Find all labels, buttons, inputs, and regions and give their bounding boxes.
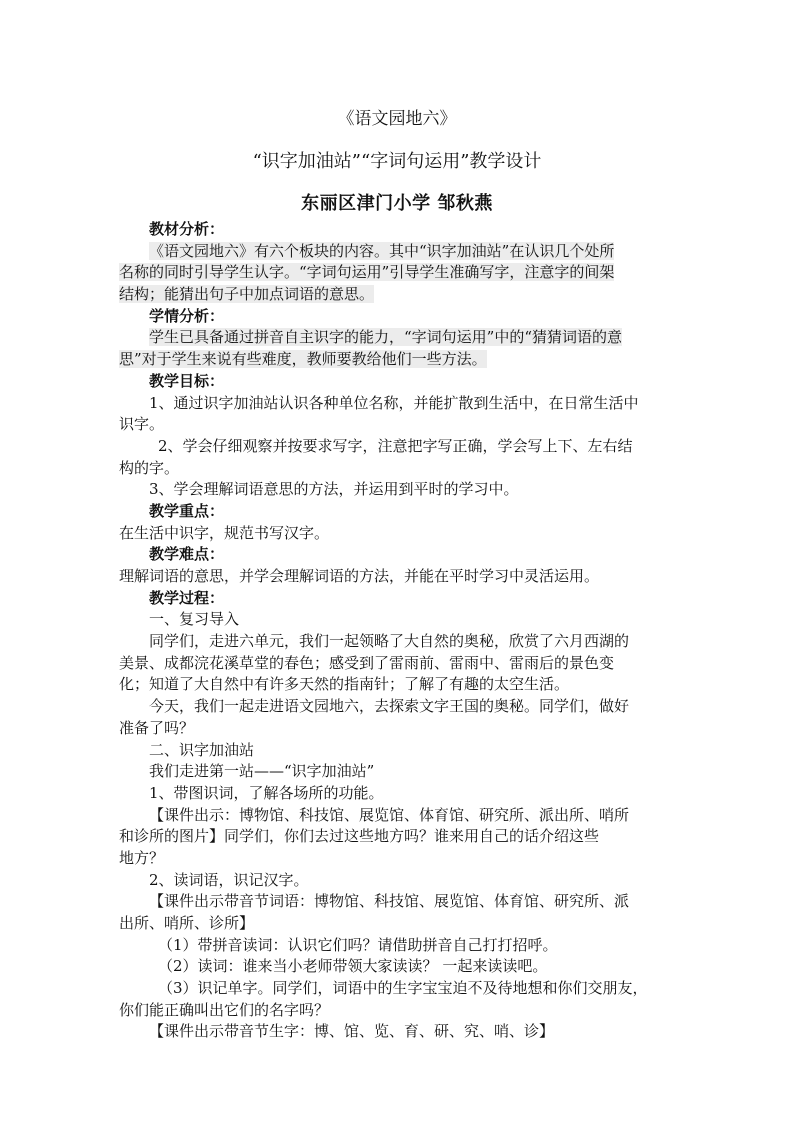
paragraph-line — [119, 284, 679, 306]
section-heading-teaching-process: 教学过程： — [149, 588, 225, 607]
paragraph-line: 理解词语的意思，并学会理解词语的方法，并能在平时学习中灵活运用。 — [119, 567, 600, 585]
paragraph-line: 在生活中识字，规范书写汉字。 — [119, 523, 330, 542]
section-heading-teaching-objectives: 教学目标： — [149, 371, 225, 390]
paragraph-line: 【课件出示带音节词语：博物馆、科技馆、展览馆、体育馆、研究所、派 — [149, 892, 630, 911]
paragraph-line: 美景、成都浣花溪草堂的春色；感受到了雷雨前、雷雨中、雷雨后的景色变 — [119, 653, 615, 672]
paragraph-line: 构的字。 — [119, 458, 180, 477]
paragraph-line: 化；知道了大自然中有许多天然的指南针；了解了有趣的太空生活。 — [119, 675, 570, 694]
section-heading-student-analysis: 学情分析： — [149, 306, 225, 325]
highlighted-text: 《语文园地六》有六个板块的内容。其中“识字加油站”在认识几个处所 — [149, 241, 615, 260]
paragraph-line: 我们走进第一站——“识字加油站” — [149, 762, 375, 781]
document-body — [119, 219, 679, 1043]
document-title: 《语文园地六》 — [337, 109, 457, 129]
paragraph-line: 今天，我们一起走进语文园地六，去探索文字王国的奥秘。同学们，做好 — [149, 697, 630, 716]
paragraph-line: （3）识记单字。同学们，词语中的生字宝宝迫不及待地想和你们交朋友， — [158, 979, 648, 998]
document-subtitle: “识字加油站”“字词句运用”教学设计 — [252, 151, 542, 172]
section-heading-material-analysis: 教材分析： — [149, 220, 225, 238]
paragraph-line — [119, 349, 679, 371]
paragraph-line: 和诊所的图片】同学们，你们去过这些地方吗？谁来用自己的话介绍这些 — [119, 827, 600, 846]
paragraph-line: 准备了吗？ — [119, 718, 195, 737]
highlighted-text: 思”对于学生来说有些难度，教师要教给他们一些方法。 — [119, 350, 487, 369]
paragraph-line: （2）读词：谁来当小老师带领大家读读？ 一起来读读吧。 — [158, 957, 548, 976]
paragraph-line: 2、读词语，识记汉字。 — [149, 870, 309, 889]
author-line: 东丽区津门小学 邹秋燕 — [301, 193, 493, 214]
paragraph-line: 3、学会理解词语意思的方法，并运用到平时的学习中。 — [149, 480, 519, 499]
subsection-heading: 一、复习导入 — [149, 610, 240, 629]
paragraph-line: 你们能正确叫出它们的名字吗？ — [119, 1000, 330, 1019]
paragraph-line: （1）带拼音读词：认识它们吗？请借助拼音自己打打招呼。 — [158, 935, 558, 954]
paragraph-line: 识字。 — [119, 415, 165, 434]
paragraph-line: 2、学会仔细观察并按要求写字，注意把字写正确，学会写上下、左右结 — [158, 436, 633, 455]
paragraph-line: 地方？ — [119, 848, 165, 867]
subsection-heading: 二、识字加油站 — [149, 740, 255, 759]
paragraph-line: 同学们，走进六单元，我们一起领略了大自然的奥秘，欣赏了六月西湖的 — [149, 632, 630, 651]
paragraph-line: 【课件出示：博物馆、科技馆、展览馆、体育馆、研究所、派出所、哨所 — [149, 805, 630, 824]
paragraph-line — [119, 241, 679, 263]
paragraph-line — [119, 327, 679, 349]
paragraph-line: 【课件出示带音节生字：博、馆、览、育、研、究、哨、诊】 — [149, 1022, 555, 1041]
paragraph-line: 1、通过识字加油站认识各种单位名称，并能扩散到生活中，在日常生活中 — [149, 393, 639, 412]
highlighted-text: 名称的同时引导学生认字。“字词句运用”引导学生准确写字，注意字的间架 — [119, 263, 615, 282]
section-heading-difficulties: 教学难点： — [149, 545, 225, 564]
paragraph-line: 出所、哨所、诊所】 — [119, 914, 255, 932]
paragraph-line — [119, 262, 679, 284]
section-heading-key-points: 教学重点： — [149, 501, 225, 520]
paragraph-line: 1、带图识词，了解各场所的功能。 — [149, 783, 384, 802]
highlighted-text: 结构；能猜出句子中加点词语的意思。 — [119, 285, 375, 304]
highlighted-text: 学生已具备通过拼音自主识字的能力，“字词句运用”中的“猜猜词语的意 — [149, 328, 623, 347]
